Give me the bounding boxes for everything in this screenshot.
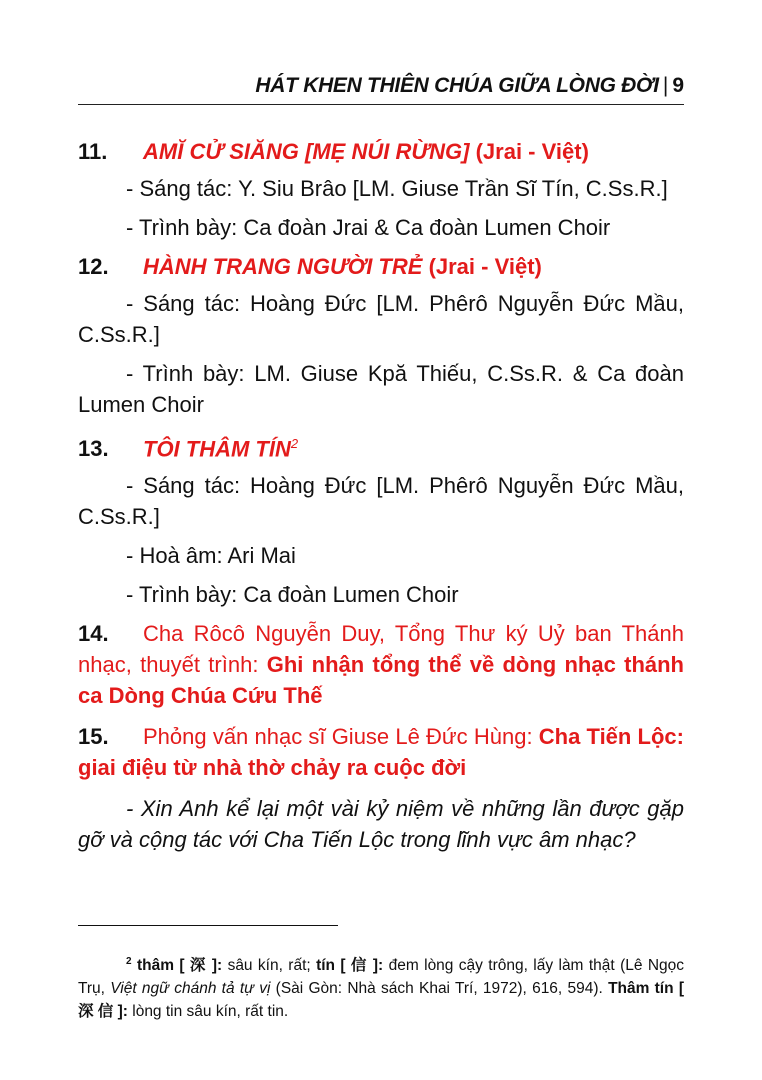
item-14-intro: Cha Rôcô Nguyễn Duy, Tổng Thư ký Uỷ ban Thánh nhạc, thuyết trình: <box>78 621 684 678</box>
item-15-intro: Phỏng vấn nhạc sĩ Giuse Lê Đức Hùng: <box>143 724 533 750</box>
entry-11-heading <box>78 136 684 167</box>
entry-11-performer: - Trình bày: Ca đoàn Jrai & Ca đoàn Lumen Choir <box>126 215 611 240</box>
entry-number: 13. <box>78 436 109 462</box>
footnote-def-2: đem lòng cậy trông, lấy làm thật (Lê Ngọc Trụ, <box>78 956 685 997</box>
entry-12-heading <box>78 251 684 282</box>
page-number: 9 <box>672 74 684 97</box>
footnote-term-1: thâm [ 深 ]: <box>136 956 223 974</box>
book-title: HÁT KHEN THIÊN CHÚA GIỮA LÒNG ĐỜI <box>255 74 659 97</box>
item-number: 15. <box>78 724 109 750</box>
item-14-topic: Ghi nhận tổng thể về dòng nhạc thánh ca Dòng Chúa Cứu Thế <box>78 652 684 709</box>
entry-12-performer: - Trình bày: LM. Giuse Kpă Thiếu, C.Ss.R. & Ca đoàn Lumen Choir <box>78 361 684 417</box>
running-header <box>78 74 684 105</box>
entry-13-performer: - Trình bày: Ca đoàn Lumen Choir <box>126 582 459 608</box>
entry-12-composer: - Sáng tác: Hoàng Đức [LM. Phêrô Nguyễn Đức Mầu, C.Ss.R.] <box>78 291 684 347</box>
footnote-publication: (Sài Gòn: Nhà sách Khai Trí, 1972), 616, 594). <box>275 979 603 997</box>
song-language: (Jrai - Việt) <box>428 254 542 279</box>
item-15 <box>78 721 684 783</box>
footnote-def-1: sâu kín, rất; <box>227 956 311 974</box>
song-title: AMĬ CỬ SIĂNG [MẸ NÚI RỪNG] <box>143 139 470 164</box>
footnote-def-3: lòng tin sâu kín, rất tin. <box>132 1002 289 1020</box>
page-content <box>78 128 684 855</box>
footnote-term-2: tín [ 信 ]: <box>316 956 384 974</box>
interview-question: - Xin Anh kể lại một vài kỷ niệm về những lần được gặp gỡ và cộng tác với Cha Tiến Lộc trong lĩnh vực âm nhạc? <box>78 796 684 853</box>
entry-13-arranger: - Hoà âm: Ari Mai <box>126 543 296 569</box>
entry-number: 12. <box>78 254 109 279</box>
song-language: (Jrai - Việt) <box>475 139 589 164</box>
entry-13-heading <box>78 428 684 464</box>
item-14 <box>78 618 684 711</box>
song-title: TÔI THÂM TÍN <box>143 436 291 462</box>
footnote-number: 2 <box>126 955 132 967</box>
footnote-divider <box>78 925 338 926</box>
footnote <box>78 950 684 1023</box>
entry-11-composer: - Sáng tác: Y. Siu Brâo [LM. Giuse Trần Sĩ Tín, C.Ss.R.] <box>126 176 668 201</box>
header-separator: | <box>662 74 669 97</box>
item-15-topic: Cha Tiến Lộc: giai điệu từ nhà thờ chảy ra cuộc đời <box>78 724 684 781</box>
entry-number: 11. <box>78 139 108 164</box>
entry-13-composer: - Sáng tác: Hoàng Đức [LM. Phêrô Nguyễn Đức Mầu, C.Ss.R.] <box>78 473 684 530</box>
song-title: HÀNH TRANG NGƯỜI TRẺ <box>143 254 423 279</box>
footnote-term-3: Thâm tín [ 深 信 ]: <box>78 979 684 1020</box>
footnote-ref: 2 <box>290 436 299 451</box>
footnote-source: Việt ngữ chánh tả tự vị <box>110 979 271 997</box>
item-number: 14. <box>78 621 109 647</box>
